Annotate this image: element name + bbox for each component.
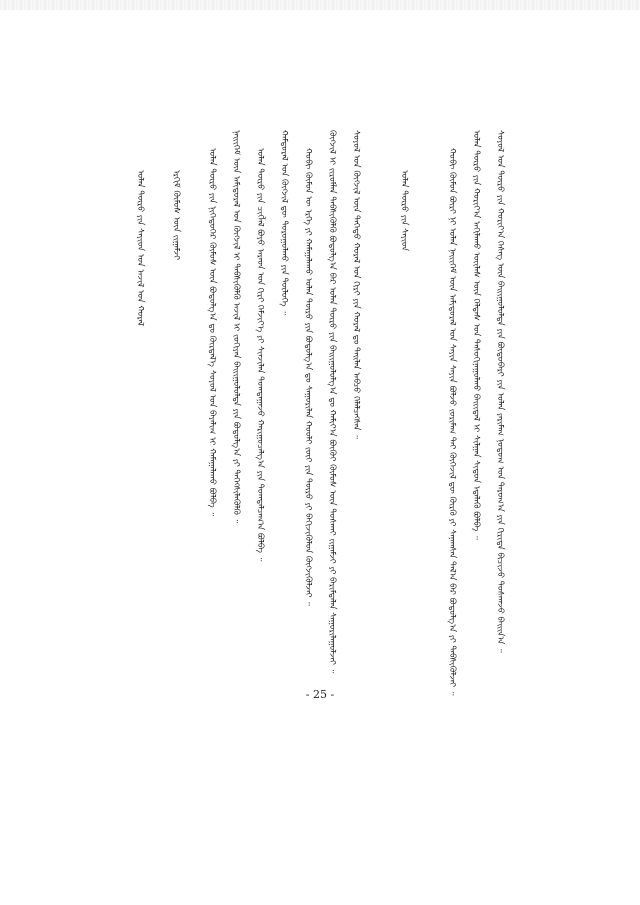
text-line: ᠣᠯᠠᠨ ᠲᠥᠷᠥ ᠶᠢᠨ ᠨᠢᠭᠡᠳᠦᠭᠡᠷ ᠬᠦᠮᠦᠰ ᠦᠨ ᠪᠣᠳᠣᠯᠭ᠎ᠠ ᠳᠤ ᠬᠦᠷᠲᠡᠯ᠎ᠡ ᠰᠣᠶᠣᠯ ᠤᠨ ᠪᠠᠶᠠᠯᠢᠭ ᠢ ᠬᠠᠮᠠᠭᠠᠯᠠᠬᠤ ᠪᠣᠯᠪᠠ ᠃ [207,148,217,517]
text-line: ᠬᠤᠪᠢ ᠬᠦᠮᠦᠨ ᠦ ᠡᠷᠬᠡ ᠶᠢ ᠬᠠᠮᠠᠭᠠᠯᠠᠬᠤ ᠣᠯᠠᠨ ᠲᠥᠷᠥ ᠶᠢᠨ ᠪᠣᠳᠣᠯᠭ᠎ᠠ ᠳᠤ ᠰᠠᠭᠤᠷᠢᠯᠠᠨ ᠬᠤᠤᠯᠢ ᠵᠦᠢ ᠶᠢᠨ ᠲᠥᠷᠥ ᠶᠢ ᠪᠡᠬᠢᠵᠢᠭᠦᠯᠦᠨ ᠬᠥᠭᠵᠢᠭᠦᠯᠵᠡᠢ ᠃ [303,148,313,606]
text-line: ᠬᠠᠮᠲᠤᠷᠠᠯ ᠤᠨ ᠬᠥᠭᠵᠢᠯ ᠳᠦ ᠳᠣᠷᠤᠭᠤᠯᠬᠤ ᠶᠢᠨ ᠲᠥᠯᠦᠭᠡ ᠃ [279,130,289,315]
text-line: ᠬᠤᠪᠢ ᠬᠦᠮᠦᠨ ᠪᠦᠷᠢ ᠨᠢ ᠣᠯᠠᠨ ᠨᠡᠢᠢᠭᠡᠮ ᠦᠨ ᠠᠮᠢᠳᠤᠷᠠᠯ ᠤᠨ ᠰᠠᠶᠢᠨ ᠰᠠᠶᠢᠨ ᠪᠣᠯᠵᠤ ᠵᠤᠷᠢᠮᠠᠭ ᠲᠡᠢ ᠬᠥᠬᠡᠵᠢᠯ ᠳᠦ ᠬᠦᠷᠬᠦ ᠶᠢ ᠰᠠᠨᠠᠭᠰᠠᠨ ᠲᠠᠯ᠎ᠠ ᠪᠠᠷ ᠪᠣᠳᠣᠯᠭ᠎ᠠ ᠶᠢ ᠳᠡᠪᠰᠢᠭᠦᠯᠵᠡᠢ ᠃ [447,148,457,696]
text-line: ᠬᠥᠭᠵᠢᠯ ᠢ ᠵᠢᠷᠤᠮᠯᠠᠨ ᠳᠡᠪᠰᠢᠭᠦᠯᠬᠦ ᠪᠣᠳᠣᠯᠭ᠎ᠠ ᠪᠠᠷ ᠣᠯᠠᠨ ᠲᠥᠷᠥ ᠶᠢᠨ ᠪᠠᠢᠢᠭᠤᠯᠤᠯᠭ᠎ᠠ ᠳᠤ ᠬᠠᠮᠢᠶ᠎ᠠ ᠪᠦᠬᠦᠢ ᠬᠦᠮᠦᠰ ᠦᠨ ᠲᠤᠰᠬᠠᠢ ᠵᠢᠭᠠᠮᠵᠢ ᠶᠢ ᠪᠠᠷᠢᠮᠲᠠᠯᠠᠨ ᠰᠠᠭᠤᠷᠢᠯᠠᠭᠤᠯᠵᠠᠢ ᠃ [327,130,337,674]
rotated-text-canvas [120,130,520,770]
text-line: ᠨᠡᠢᠢᠭᠡᠮ ᠦᠨ ᠠᠮᠢᠳᠤᠷᠠᠯ ᠤᠨ ᠬᠥᠭᠵᠢᠯ ᠢ ᠳᠡᠪᠰᠢᠭᠦᠯᠬᠦ ᠠᠵᠢᠯ ᠢ ᠵᠣᠬᠢᠶᠠᠨ ᠪᠠᠢᠢᠭᠤᠯᠤᠯᠲᠠ ᠶᠢᠨ ᠪᠣᠳᠣᠯᠭ᠎ᠠ ᠶᠢ ᠳᠡᠭᠡᠭᠰᠢᠯᠡᠭᠦᠯᠬᠦ ᠃ [231,130,241,524]
scan-edge-artifact [0,0,640,10]
text-line: ᠣᠯᠠᠨ ᠲᠥᠷᠥ ᠶᠢᠨ ᠴᠢᠭᠯᠡᠯ ᠪᠤᠶᠤ ᠠᠷᠠᠳ ᠤᠨ ᠬᠢᠷᠢ ᠬᠡᠮᠵᠢᠶ᠎ᠡ ᠶᠢ ᠰᠢᠨᠵᠢᠯᠡᠨ ᠲᠣᠭᠲᠠᠭᠠᠵᠤ ᠬᠠᠷᠢᠭᠤᠴᠠᠯᠭ᠎ᠠ ᠶᠢᠨ ᠲᠣᠭᠲᠠᠯᠴᠠᠭ᠎ᠠ ᠪᠣᠯᠪᠠ ᠃ [255,148,265,562]
text-line: ᠣᠯᠠᠨ ᠲᠥᠷᠥ ᠶᠢᠨ ᠰᠠᠶᠢᠳ [399,170,409,252]
text-line: ᠰᠣᠶᠣᠯ ᠤᠨ ᠬᠥᠭᠵᠢᠯ ᠦᠨ ᠳᠡᠭᠡᠳᠦ ᠬᠤᠷᠠᠯ ᠤᠨ ᠬᠢᠷᠢ ᠶᠢᠨ ᠬᠤᠷᠠᠯ ᠳᠤ ᠲᠠᠢᠯᠠᠨ ᠠᠪᠴᠤ ᠬᠡᠯᠡᠯᠴᠡᠭᠰᠡᠨ ᠃ [351,130,361,439]
page-number: - 25 - [305,688,335,701]
text-line: ᠣᠯᠠᠨ ᠲᠥᠷᠥ ᠶᠢᠨ ᠬᠣᠷᠢᠶ᠎ᠠ ᠠᠬᠢᠯᠠᠬᠤ ᠦᠢᠯᠡᠰ ᠦᠨ ᠬᠡᠯᠲᠡᠰ ᠤᠨ ᠲᠠᠰᠤᠭᠢᠨᠠᠭᠤᠯᠬᠤ ᠪᠠᠢᠢᠳᠠᠯ ᠢ ᠰᠢᠯᠭᠠᠨ ᠰᠢᠳᠤᠨ ᠡᠳᠡᠯᠡᠬᠦ ᠪᠣᠯᠪᠠ ᠃ [471,130,481,540]
text-line: ᠣᠯᠠᠨ ᠲᠥᠷᠥ ᠶᠢᠨ ᠰᠠᠶᠢᠳ ᠤᠨ ᠠᠵᠢᠯ ᠤᠨ ᠬᠤᠷᠠᠯ [135,170,145,326]
text-line: ᠡᠷᠬᠢᠮ ᠬᠦᠮᠦᠰ ᠦᠨ ᠵᠢᠭᠠᠮᠵᠢ [171,170,181,261]
text-line: ᠰᠣᠶᠣᠯ ᠤᠨ ᠲᠥᠷᠥ ᠶᠢᠨ ᠬᠣᠷᠢᠶ᠎ᠠ ᠬᠡᠰᠡᠭ ᠦᠨ ᠪᠠᠢᠢᠭᠤᠯᠤᠯᠲᠠ ᠶᠢᠨ ᠪᠦᠳᠦᠪᠡᠷᠢ ᠶᠢᠨ ᠣᠯᠠᠨ ᠶᠠᠷᠢᠮᠠᠭ ᠨᠤᠲᠤᠭ ᠤᠨ ᠳᠠᠷᠤᠭ᠎ᠠ ᠶᠢᠨ ᠬᠢᠷᠢᠳᠡ ᠪᠢᠴᠢᠵᠦ ᠲᠤᠰᠬᠠᠵᠤ ᠪᠠᠢᠢᠨ᠎ᠠ ᠃ [495,130,505,653]
